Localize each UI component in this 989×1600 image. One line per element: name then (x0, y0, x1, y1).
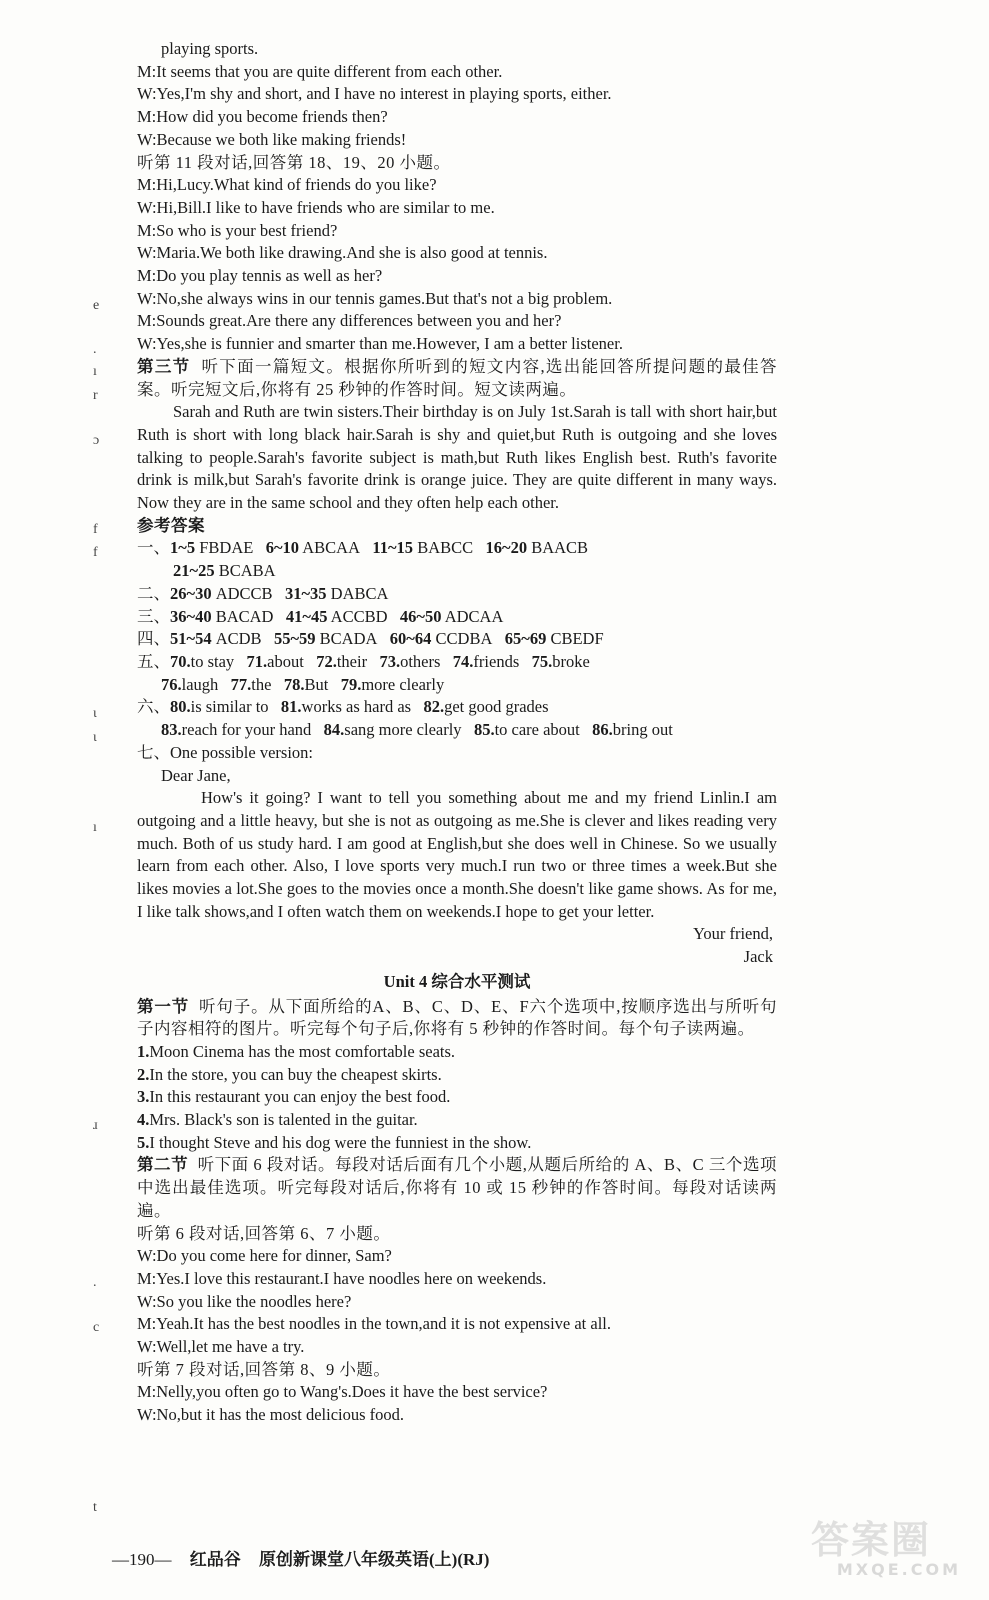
dialogue-line: M:How did you become friends then? (137, 107, 388, 127)
watermark-logo (811, 1520, 961, 1578)
footer-brand: 红品谷 (189, 1550, 241, 1569)
letter-body: How's it going? I want to tell you something about me and my friend Linlin.I am outgoing and a little heavy, but she is not as outgoing as me.She is clever and likes reading very much. Both of us study hard. I am good at English,but she does well in Chinese. So we usually learn from each other. Also, I love sports very much.I run two or three times a week.But she likes movies a lot.She goes to the movies once a month.She doesn't like game shows. As for me, I like talk shows,and I often watch them on weekends.I hope to get your letter. (137, 788, 777, 921)
section3-instruction-text: 听下面一篇短文。根据你所听到的短文内容,选出能回答所提问题的最佳答案。听完短文后,你将有 25 秒钟的作答时间。短文读两遍。 (137, 356, 778, 399)
dialogue-line: W:No,but it has the most delicious food. (137, 1405, 405, 1425)
dialogue-line: W:Well,let me have a try. (137, 1337, 305, 1357)
dialogue-line: W:Yes,she is funnier and smarter than me.However, I am a better listener. (137, 334, 623, 354)
unit4-section2-text: 听下面 6 段对话。每段对话后面有几个小题,从题后所给的 A、B、C 三个选项中选出最佳选项。听完每段对话后,你将有 10 或 15 秒钟的作答时间。每段对话读两遍。 (137, 1155, 778, 1220)
margin-mark: . (93, 1275, 97, 1290)
margin-mark: f (93, 522, 98, 537)
dialogue-line: M:Yeah.It has the best noodles in the town,and it is not expensive at all. (137, 1314, 612, 1334)
dialogue-instruction: 听第 6 段对话,回答第 6、7 小题。 (137, 1223, 391, 1243)
dialogue-line: W:No,she always wins in our tennis games.But that's not a big problem. (137, 288, 613, 308)
dialogue-line: W:Do you come here for dinner, Sam? (137, 1246, 392, 1266)
main-column (137, 38, 777, 1427)
watermark-line2: MXQE.COM (836, 1560, 961, 1579)
answer-row-6: 六、80.is similar to 81.works as hard as 82.get good grades (137, 697, 549, 717)
dialogue-line: W:Yes,I'm shy and short, and I have no interest in playing sports, either. (137, 84, 612, 104)
section3-heading: 第三节 (137, 356, 191, 376)
unit4-dialogue (137, 1223, 777, 1427)
margin-mark: c (93, 1320, 100, 1335)
answers-title: 参考答案 (137, 515, 205, 535)
dialogue-line: M:Yes.I love this restaurant.I have noodles here on weekends. (137, 1268, 547, 1288)
unit4-section1-instruction (137, 996, 777, 1041)
answer-group: 一、1~5 FBDAE (137, 538, 254, 558)
unit4-title: Unit 4 综合水平测试 (383, 971, 531, 991)
section3-instruction (137, 356, 777, 401)
list-item: 5.I thought Steve and his dog were the funniest in the show. (137, 1132, 532, 1152)
section3-passage: Sarah and Ruth are twin sisters.Their birthday is on July 1st.Sarah is tall with short hair,but Ruth is short with long black hair.Sarah is shy and quiet,but Ruth is outgoing and she loves talking to people.Sarah's favorite subject is math,but Ruth likes English best. Ruth's favorite drink is milk,but Sarah's favorite drink is orange juice. They are quite different in many ways. Now they are in the same school and they often help each other. (137, 402, 777, 513)
watermark-line1: 答案圈 (811, 1518, 932, 1562)
answer-row-1b: 21~25 BCABA (173, 561, 276, 581)
margin-mark: t (93, 1500, 97, 1515)
unit4-section2-instruction (137, 1154, 777, 1222)
unit4-sentences (137, 1041, 777, 1155)
margin-mark: ɩ (93, 706, 97, 721)
answer-row-2: 二、26~30 ADCCB 31~35 DABCA (137, 583, 389, 603)
dialogue-line: M:Hi,Lucy.What kind of friends do you like? (137, 175, 437, 195)
unit4-section2-heading: 第二节 (137, 1155, 189, 1175)
unit4-section1-text: 听句子。从下面所给的A、B、C、D、E、F六个选项中,按顺序选出与所听句子内容相符的图片。听完每个句子后,你将有 5 秒钟的作答时间。每个句子读两遍。 (137, 996, 778, 1039)
answer-row-1 (137, 537, 777, 560)
margin-mark: r (93, 388, 98, 403)
margin-mark: ɔ (93, 433, 100, 448)
letter-closing: Your friend, (693, 924, 773, 944)
margin-mark: ɩ (93, 730, 97, 745)
dialogue-line: W:Because we both like making friends! (137, 129, 407, 149)
answer-row-3: 三、36~40 BACAD 41~45 ACCBD 46~50 ADCAA (137, 606, 504, 626)
page-footer (112, 1545, 489, 1570)
margin-mark: . (93, 342, 97, 357)
unit4-section1-heading: 第一节 (137, 996, 190, 1016)
margin-mark: ɹ (93, 1118, 98, 1133)
margin-mark: e (93, 298, 100, 313)
answer-group: 6~10 ABCAA (265, 538, 361, 558)
answer-row-6b: 83.reach for your hand 84.sang more clearly 85.to care about 86.bring out (161, 720, 673, 740)
margin-mark: ı (93, 820, 97, 835)
margin-mark: ı (93, 364, 97, 379)
dialogue-line: M:Sounds great.Are there any differences between you and her? (137, 311, 562, 331)
list-item: 3.In this restaurant you can enjoy the best food. (137, 1087, 451, 1107)
dialogue-line: W:Maria.We both like drawing.And she is also good at tennis. (137, 243, 548, 263)
answer-group: 16~20 BAACB (485, 538, 589, 558)
list-item: 1.Moon Cinema has the most comfortable seats. (137, 1041, 456, 1061)
page-number: —190— (112, 1550, 172, 1569)
dialogue-top (137, 38, 777, 356)
dialogue-line: W:Hi,Bill.I like to have friends who are similar to me. (137, 197, 495, 217)
letter-signature: Jack (743, 947, 773, 967)
list-item: 2.In the store, you can buy the cheapest skirts. (137, 1064, 442, 1084)
answer-group: 11~15 BABCC (372, 538, 474, 558)
letter-salutation: Dear Jane, (161, 765, 231, 785)
dialogue-instruction: 听第 7 段对话,回答第 8、9 小题。 (137, 1359, 391, 1379)
dialogue-line: W:So you like the noodles here? (137, 1291, 352, 1311)
answer-row-7: 七、One possible version: (137, 742, 313, 762)
dialogue-line: M:Do you play tennis as well as her? (137, 266, 383, 286)
dialogue-line: M:It seems that you are quite different from each other. (137, 61, 503, 81)
answer-row-5: 五、70.to stay 71.about 72.their 73.others 74.friends 75.broke (137, 651, 590, 671)
dialogue-line: M:Nelly,you often go to Wang's.Does it have the best service? (137, 1382, 548, 1402)
margin-mark: f (93, 545, 98, 560)
dialogue-line: playing sports. (161, 39, 259, 58)
answer-row-5b: 76.laugh 77.the 78.But 79.more clearly (161, 674, 445, 694)
dialogue-instruction: 听第 11 段对话,回答第 18、19、20 小题。 (137, 152, 451, 172)
answer-row-4: 四、51~54 ACDB 55~59 BCADA 60~64 CCDBA 65~69 CBEDF (137, 629, 604, 649)
dialogue-line: M:So who is your best friend? (137, 220, 338, 240)
footer-book-title: 原创新课堂八年级英语(上)(RJ) (259, 1550, 490, 1569)
list-item: 4.Mrs. Black's son is talented in the guitar. (137, 1110, 418, 1130)
